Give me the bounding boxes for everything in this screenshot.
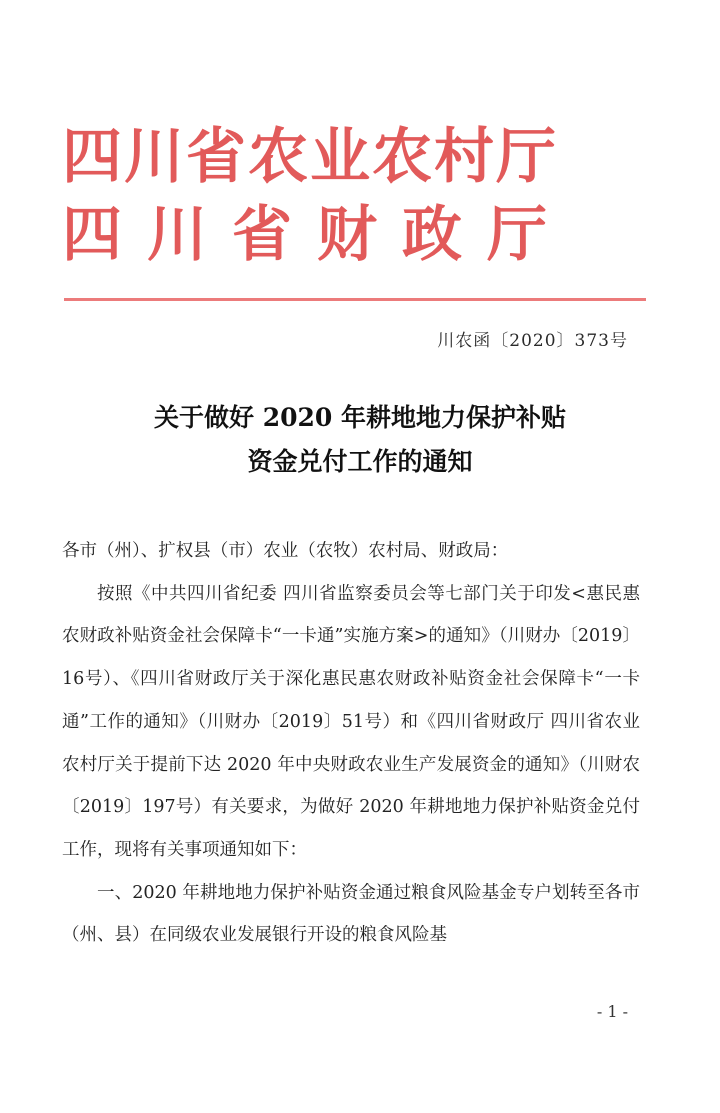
- document-number: 川农函〔2020〕373号: [437, 331, 628, 351]
- document-title: [0, 396, 720, 484]
- page-number: - 1 -: [596, 1002, 628, 1021]
- body-paragraph-1: 按照《中共四川省纪委 四川省监察委员会等七部门关于印发<惠民惠农财政补贴资金社会保障卡“一卡通”实施方案>的通知》（川财办〔2019〕16号）、《四川省财政厅关于深化惠民惠农财政补贴资金社会保障卡“一卡通”工作的通知》（川财办〔2019〕51号）和《四川省财政厅 四川省农业农村厅关于提前下达 2020 年中央财政农业生产发展资金的通知》（川财农〔2019〕197号）有关要求，为做好 2020 年耕地地力保护补贴资金兑付工作，现将有关事项通知如下：: [62, 583, 640, 860]
- title-line-2: 资金兑付工作的通知: [247, 447, 473, 476]
- body-paragraph-2: 一、2020 年耕地地力保护补贴资金通过粮食风险基金专户划转至各市（州、县）在同级农业发展银行开设的粮食风险基: [62, 882, 640, 946]
- document-body: [62, 530, 640, 957]
- header-agriculture-department: 四川省农业农村厅: [62, 122, 558, 192]
- issuing-authorities-header: [62, 118, 642, 274]
- header-finance-department: 四川省财政厅: [62, 200, 572, 270]
- salutation: 各市（州）、扩权县（市）农业（农牧）农村局、财政局：: [62, 541, 509, 561]
- title-line-1: 关于做好 2020 年耕地地力保护补贴: [154, 403, 566, 432]
- header-red-rule: [64, 298, 646, 301]
